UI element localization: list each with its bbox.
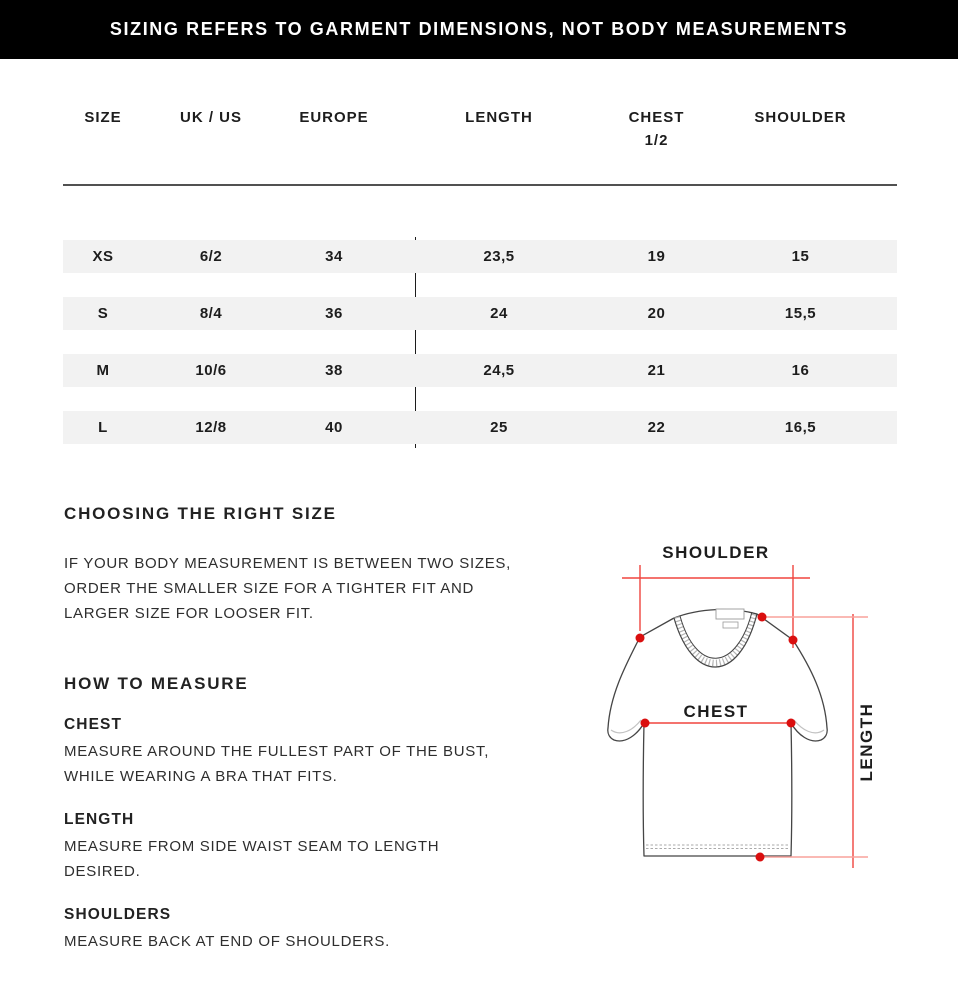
measure-shoulders-paragraph: MEASURE BACK AT END OF SHOULDERS.: [64, 933, 390, 950]
dot-neck-right: [758, 613, 767, 622]
cell-shoulder: 16,5: [784, 419, 817, 436]
column-header-chest-half: CHEST 1/2: [628, 109, 685, 149]
how-to-measure-heading: HOW TO MEASURE: [64, 674, 249, 693]
cell-chest-half: 21: [647, 362, 666, 379]
tshirt-outline: [608, 609, 827, 856]
diagram-chest-label: CHEST: [683, 702, 749, 721]
choosing-size-heading: CHOOSING THE RIGHT SIZE: [64, 504, 337, 523]
header-divider-line: [63, 184, 897, 186]
table-row-m: [63, 354, 897, 387]
column-header-size: SIZE: [84, 109, 122, 126]
cell-chest-half: 20: [647, 305, 666, 322]
tshirt-measure-diagram: [588, 535, 922, 883]
cell-europe: 34: [325, 248, 343, 265]
dot-armpit-right: [787, 719, 796, 728]
cell-uk-us: 6/2: [199, 248, 223, 265]
dot-shoulder-right: [789, 636, 798, 645]
banner: [0, 0, 958, 59]
measure-chest-paragraph: MEASURE AROUND THE FULLEST PART OF THE BUST, WHILE WEARING A BRA THAT FITS.: [64, 743, 490, 785]
column-header-uk-us: UK / US: [179, 109, 242, 126]
cell-chest-half: 19: [647, 248, 666, 265]
banner-text: SIZING REFERS TO GARMENT DIMENSIONS, NOT BODY MEASUREMENTS: [109, 19, 849, 39]
cell-length: 23,5: [483, 248, 515, 265]
cell-europe: 36: [325, 305, 343, 322]
choosing-size-paragraph: IF YOUR BODY MEASUREMENT IS BETWEEN TWO SIZES, ORDER THE SMALLER SIZE FOR A TIGHTER FIT AND LARGER SIZE FOR LOOSER FIT.: [64, 555, 511, 622]
cell-europe: 38: [325, 362, 343, 379]
cell-shoulder: 15,5: [784, 305, 817, 322]
cell-uk-us: 12/8: [195, 419, 227, 436]
cell-size: M: [96, 362, 110, 379]
cell-uk-us: 10/6: [195, 362, 227, 379]
cell-length: 24: [490, 305, 508, 322]
cell-shoulder: 15: [791, 248, 810, 265]
cell-europe: 40: [325, 419, 343, 436]
dot-hem: [756, 853, 765, 862]
diagram-shoulder-label: SHOULDER: [662, 543, 770, 562]
cell-shoulder: 16: [791, 362, 810, 379]
dot-armpit-left: [641, 719, 650, 728]
cell-size: S: [97, 305, 109, 322]
cell-size: XS: [92, 248, 114, 265]
cell-chest-half: 22: [647, 419, 666, 436]
cell-length: 25: [490, 419, 508, 436]
collar-brand-label: [716, 609, 744, 619]
column-header-length: LENGTH: [465, 109, 533, 126]
dot-shoulder-left: [636, 634, 645, 643]
measure-shoulders-title: SHOULDERS: [64, 906, 172, 923]
measure-length-title: LENGTH: [64, 811, 135, 828]
table-row-l: [63, 411, 897, 444]
cell-length: 24,5: [483, 362, 515, 379]
column-header-shoulder: SHOULDER: [754, 109, 847, 126]
size-table-header: [63, 106, 897, 152]
measure-length-paragraph: MEASURE FROM SIDE WAIST SEAM TO LENGTH DESIRED.: [64, 838, 440, 880]
collar-size-label: [723, 622, 738, 628]
table-row-s: [63, 297, 897, 330]
table-row-xs: [63, 240, 897, 273]
diagram-length-label: LENGTH: [857, 702, 876, 782]
cell-size: L: [98, 419, 108, 436]
measure-chest-title: CHEST: [64, 716, 123, 733]
column-header-europe: EUROPE: [299, 109, 369, 126]
cell-uk-us: 8/4: [199, 305, 223, 322]
